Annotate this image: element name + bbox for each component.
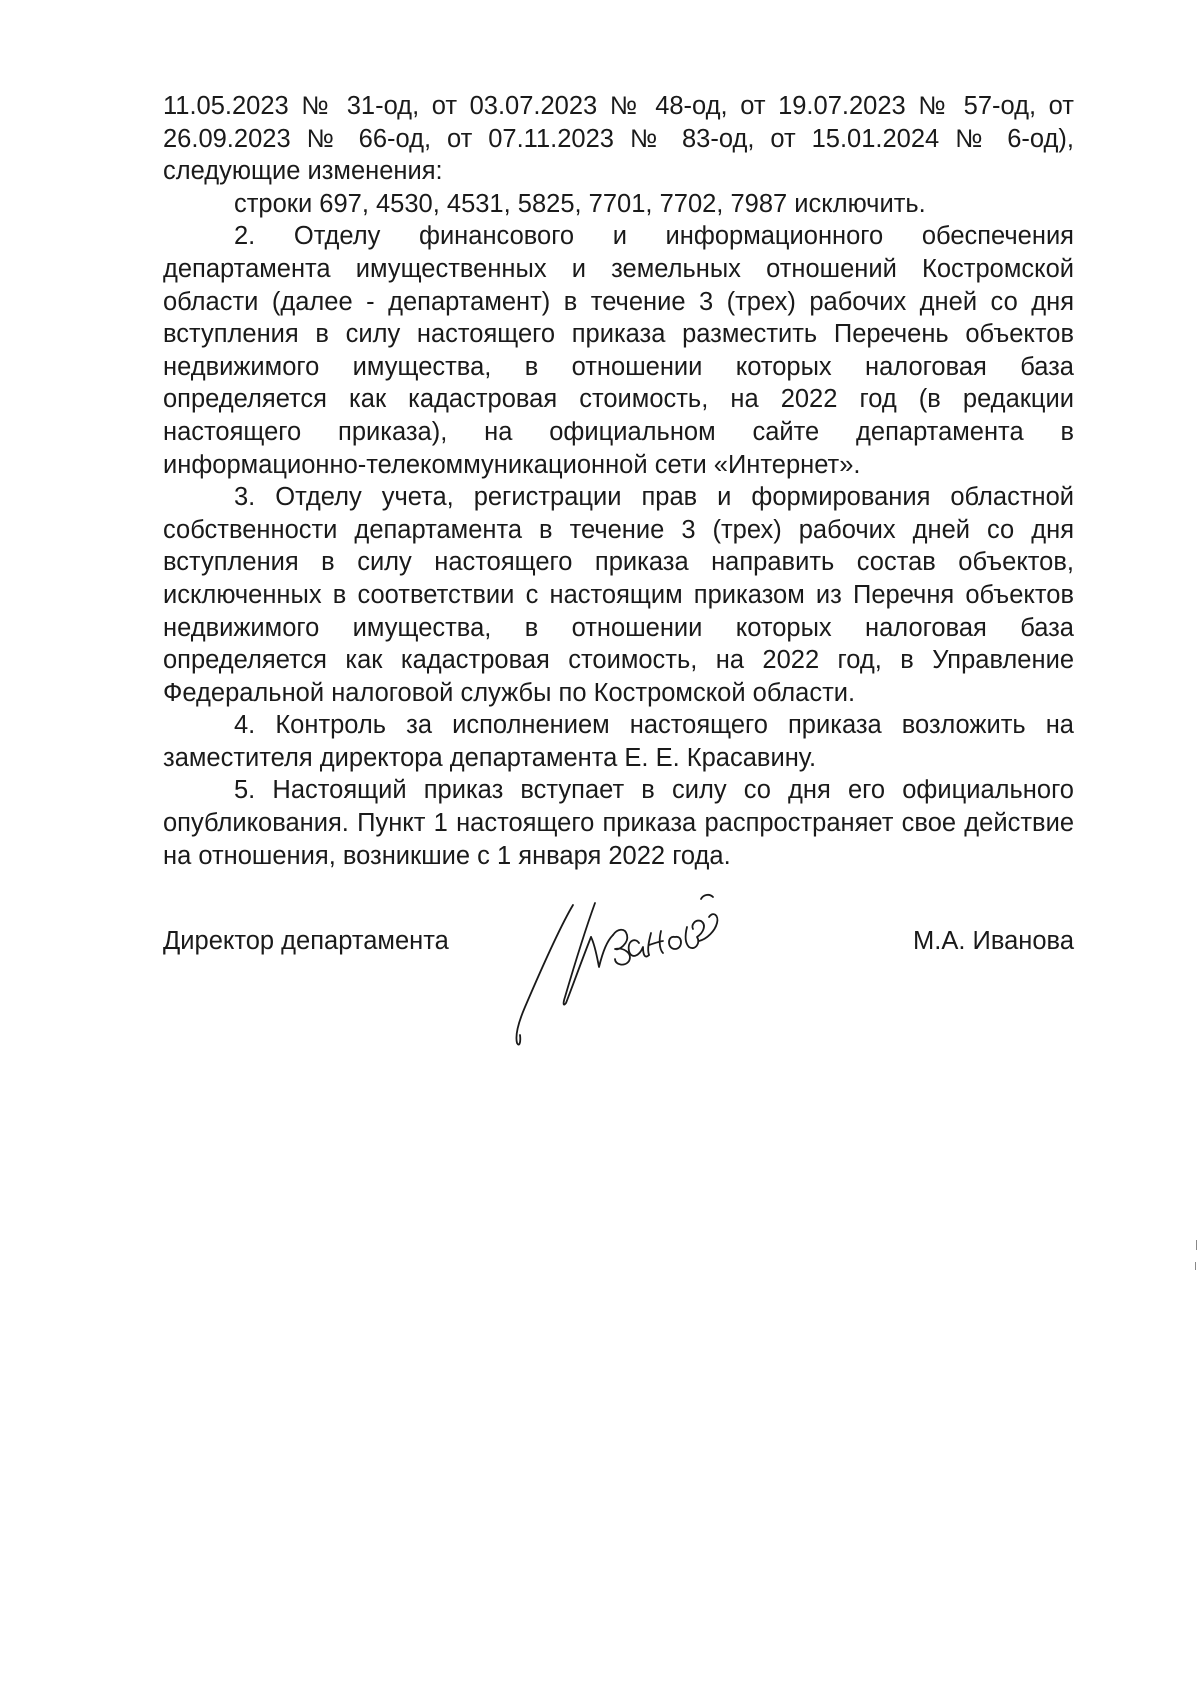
paragraph-item-5: 5. Настоящий приказ вступает в силу со дня его официального опубликования. Пункт 1 настоящего приказа распространяет свое действие на отношения, возникшие с 1 января 2022 года. [163,776,1074,870]
signatory-name: М.А. Иванова [913,927,1074,955]
paragraph-exclude-rows: строки 697, 4530, 4531, 5825, 7701, 7702, 7987 исключить. [234,189,926,218]
handwritten-signature [503,885,733,1055]
document-body [163,90,1074,872]
paragraph-item-2: 2. Отделу финансового и информационного обеспечения департамента имущественных и земельных отношений Костромской области (далее - департамент) в течение 3 (трех) рабочих дней со дня вступления в силу настоящего приказа разместить Перечень объектов недвижимого имущества, в отношении которых налоговая база определяется как кадастровая стоимость, на 2022 год (в редакции настоящего приказа), на официальном сайте департамента в информационно-телекоммуникационной сети «Интернет». [163,222,1074,479]
paragraph-item-4: 4. Контроль за исполнением настоящего приказа возложить на заместителя директора департамента Е. Е. Красавину. [163,711,1074,772]
paragraph-item-3: 3. Отделу учета, регистрации прав и формирования областной собственности департамента в течение 3 (трех) рабочих дней со дня вступления в силу настоящего приказа направить состав объектов, исключенных в соответствии с настоящим приказом из Перечня объектов недвижимого имущества, в отношении которых налоговая база определяется как кадастровая стоимость, на 2022 год, в Управление Федеральной налоговой службы по Костромской области. [163,483,1074,707]
signature-block [163,925,1074,1075]
signatory-position: Директор департамента [163,927,449,955]
scan-artifact [1195,1262,1196,1270]
paragraph-amendments-tail: 11.05.2023 № 31-од, от 03.07.2023 № 48-од, от 19.07.2023 № 57-од, от 26.09.2023 № 66-од, от 07.11.2023 № 83-од, от 15.01.2024 № 6-од), следующие изменения: [163,92,1074,186]
scan-artifact [1196,1240,1197,1250]
